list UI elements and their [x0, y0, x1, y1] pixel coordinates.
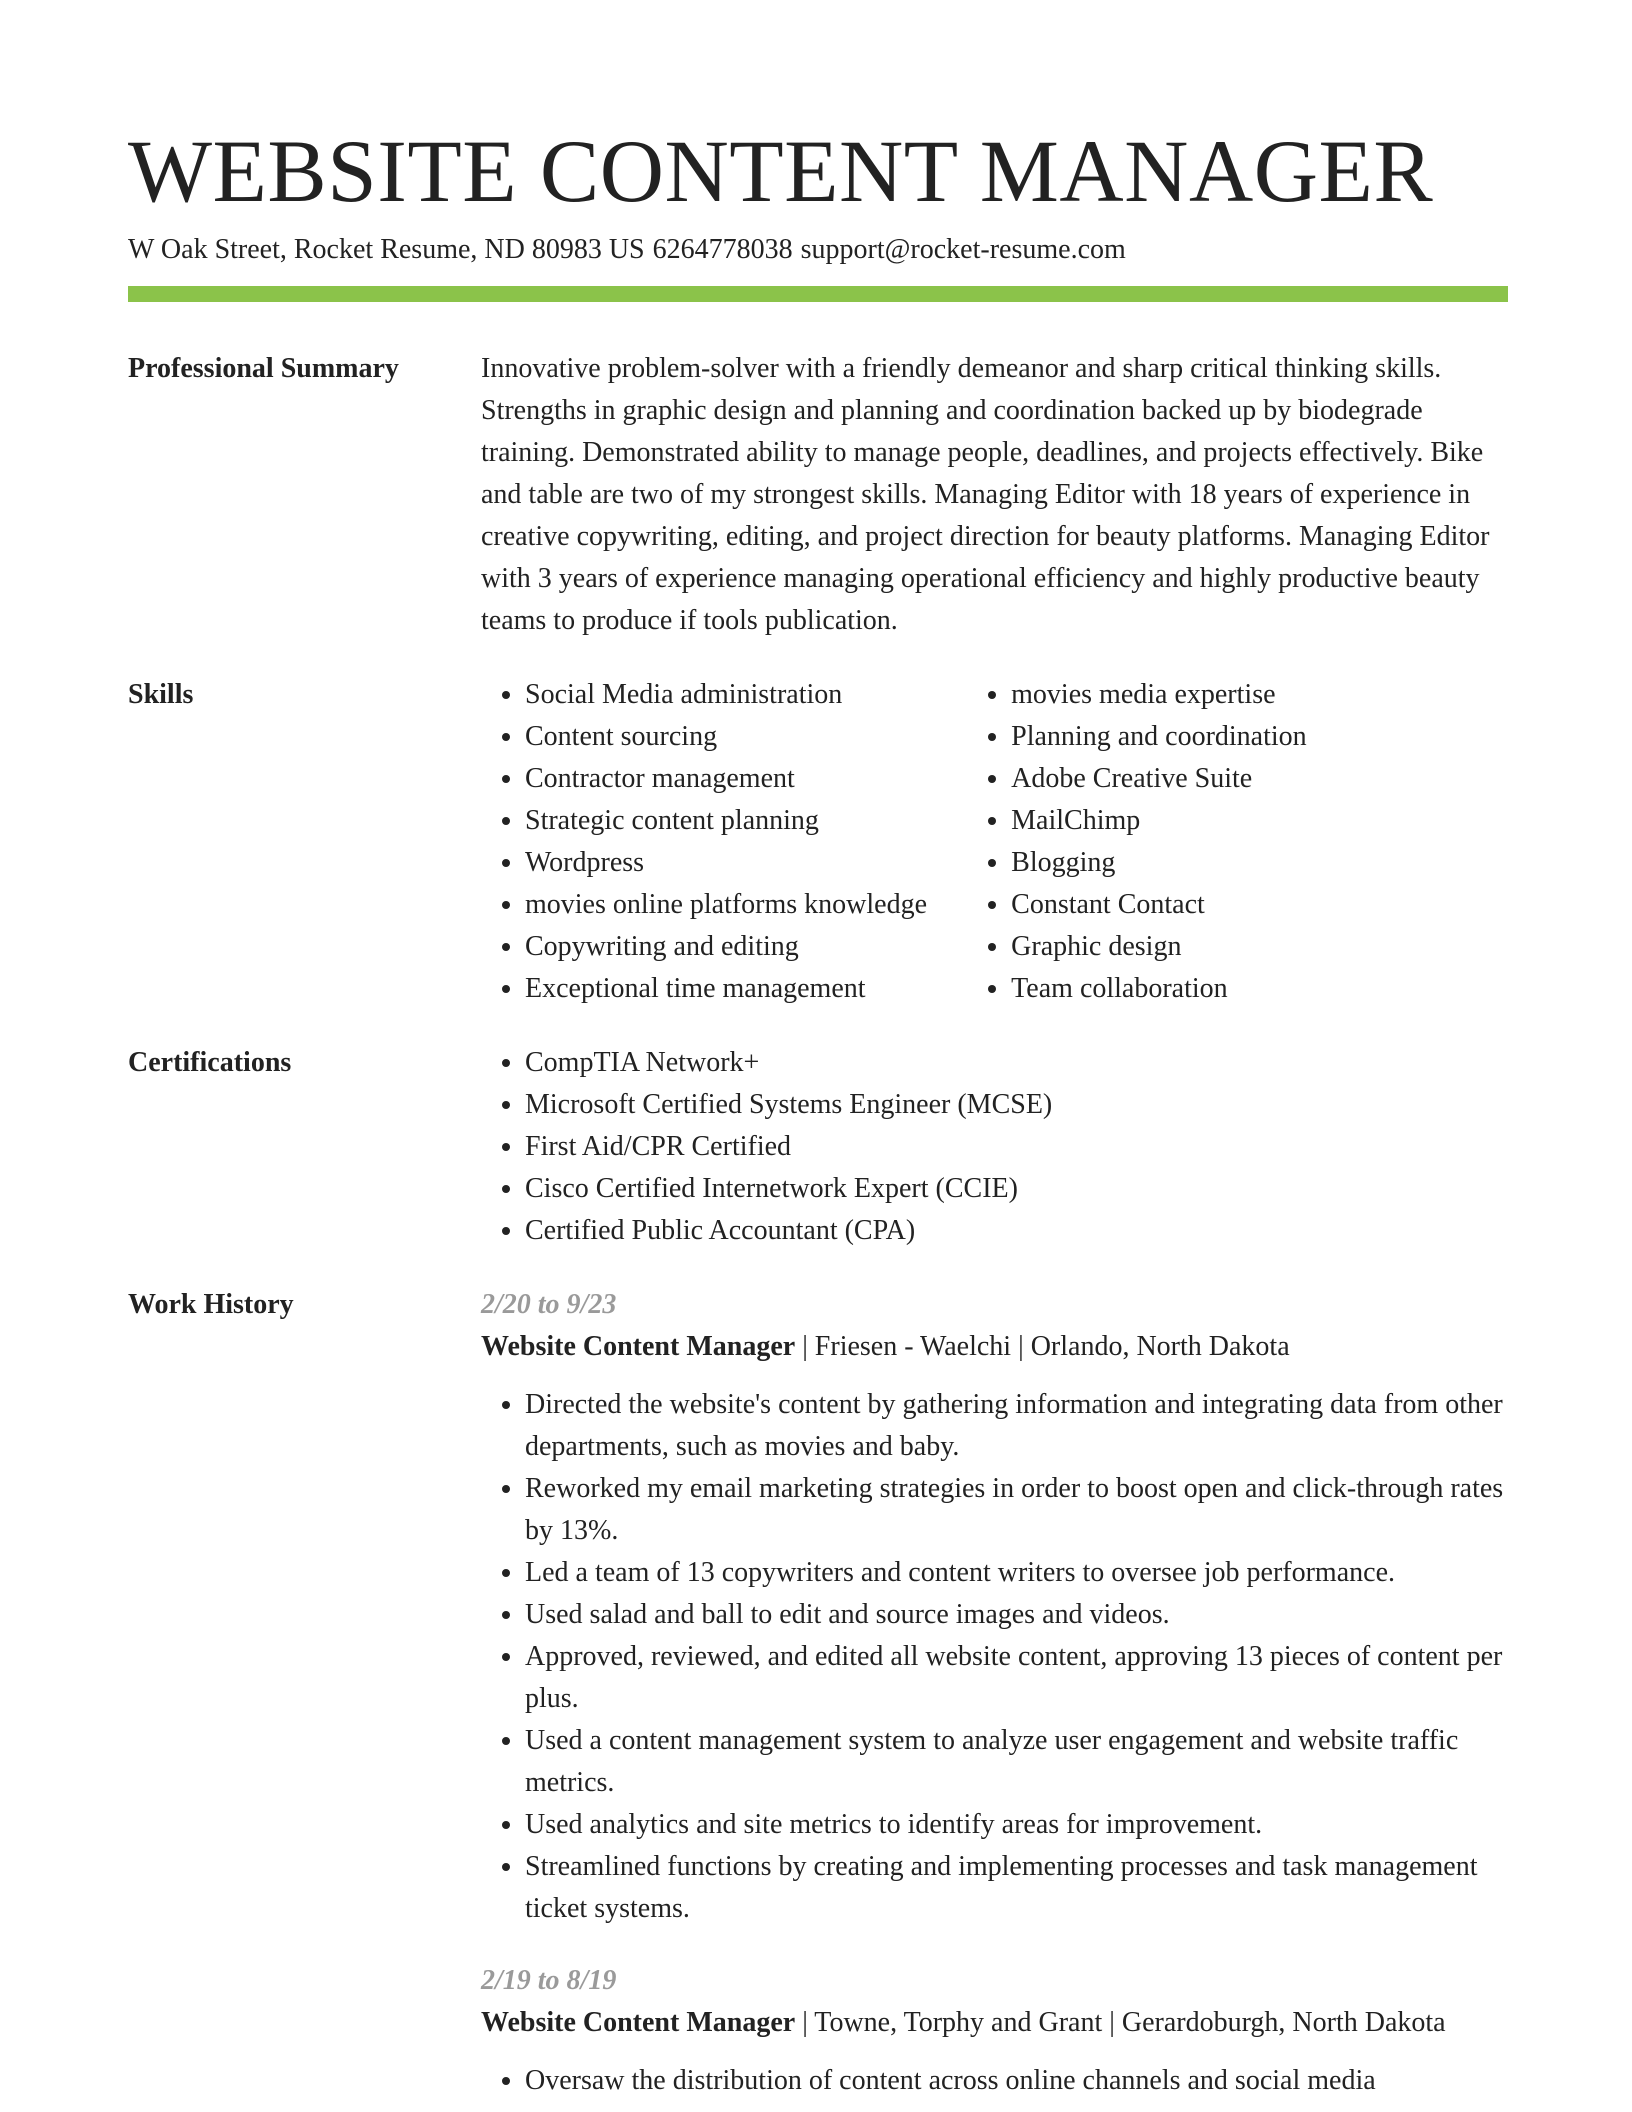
work-history-jobs [481, 1284, 1511, 2102]
job-bullet: • Used a content management system to analyze user engagement and website traffic metrics. [525, 1720, 1511, 1804]
job-company: Friesen - Waelchi [814, 1331, 1012, 1362]
skill-item: • movies online platforms knowledge [525, 884, 967, 926]
certifications-list [481, 1042, 1511, 1252]
skill-item: • Blogging [1011, 842, 1511, 884]
certification-item: • Microsoft Certified Systems Engineer (MCSE) [525, 1084, 1511, 1126]
skill-item: • Social Media administration [525, 674, 967, 716]
certification-item: • Cisco Certified Internetwork Expert (CCIE) [525, 1168, 1511, 1210]
job-bullets [481, 1384, 1511, 1930]
job-dates: 2/20 to 9/23 [481, 1289, 617, 1320]
skill-item: • Contractor management [525, 758, 967, 800]
contact-line [128, 232, 1134, 268]
job-company: Towne, Torphy and Grant [814, 2007, 1103, 2038]
skill-item: • Content sourcing [525, 716, 967, 758]
job-bullet: • Used salad and ball to edit and source images and videos. [525, 1594, 1511, 1636]
summary-text: Innovative problem-solver with a friendly demeanor and sharp critical thinking skills. Strengths in graphic design and planning and coordination backed up by biodegrade training. Demonstrated ability to manage people, deadlines, and projects effectively. Bike and table are two of my strongest skills. Managing Editor with 18 years of experience in creative copywriting, editing, and project direction for beauty platforms. Managing Editor with 3 years of experience managing operational efficiency and highly productive beauty teams to produce if tools publication. [481, 353, 1490, 636]
job-bullet: • Used analytics and site metrics to identify areas for improvement. [525, 1804, 1511, 1846]
skills-list-right [967, 674, 1511, 1010]
work-history-title: Work History [128, 1289, 294, 1320]
contact-address: W Oak Street, Rocket Resume, ND 80983 US [128, 234, 645, 265]
skill-item: • MailChimp [1011, 800, 1511, 842]
job-bullet: • Led a team of 13 copywriters and content writers to oversee job performance. [525, 1552, 1511, 1594]
skill-item: • Planning and coordination [1011, 716, 1511, 758]
skill-item: • Adobe Creative Suite [1011, 758, 1511, 800]
contact-email[interactable]: support@rocket-resume.com [800, 234, 1126, 265]
job-location: Gerardoburgh, North Dakota [1121, 2007, 1446, 2038]
job-location: Orlando, North Dakota [1030, 1331, 1290, 1362]
job-title: Website Content Manager [481, 2007, 796, 2038]
skill-item: • Strategic content planning [525, 800, 967, 842]
job-dates: 2/19 to 8/19 [481, 1965, 617, 1996]
job-title: Website Content Manager [481, 1331, 796, 1362]
job-bullet: • Directed the website's content by gathering information and integrating data from other departments, such as movies and baby. [525, 1384, 1511, 1468]
skill-item: • movies media expertise [1011, 674, 1511, 716]
skill-item: • Graphic design [1011, 926, 1511, 968]
skill-item: • Wordpress [525, 842, 967, 884]
separator: | [795, 2007, 815, 2038]
summary-title: Professional Summary [128, 353, 399, 384]
separator: | [1011, 1331, 1031, 1362]
separator: | [1102, 2007, 1122, 2038]
job-bullet: • Reworked my email marketing strategies in order to boost open and click-through rates by 13%. [525, 1468, 1511, 1552]
job-entry [481, 1284, 1511, 1930]
skill-item: • Constant Contact [1011, 884, 1511, 926]
job-bullet: • Streamlined functions by creating and implementing processes and task management ticket systems. [525, 1846, 1511, 1930]
contact-phone: 6264778038 [652, 234, 793, 265]
separator: | [795, 1331, 815, 1362]
skills-title: Skills [128, 679, 194, 710]
skills-list-left [481, 674, 967, 1010]
accent-divider [128, 286, 1508, 302]
skill-item: • Exceptional time management [525, 968, 967, 1010]
job-header-line [481, 2002, 1511, 2044]
job-bullet: • Oversaw the distribution of content across online channels and social media [525, 2060, 1511, 2102]
certification-item: • CompTIA Network+ [525, 1042, 1511, 1084]
certification-item: • Certified Public Accountant (CPA) [525, 1210, 1511, 1252]
certifications-title: Certifications [128, 1047, 292, 1078]
job-header-line [481, 1326, 1511, 1368]
job-bullet: • Approved, reviewed, and edited all website content, approving 13 pieces of content per plus. [525, 1636, 1511, 1720]
job-entry [481, 1960, 1511, 2102]
skill-item: • Copywriting and editing [525, 926, 967, 968]
job-bullets [481, 2060, 1511, 2102]
resume-name-heading: WEBSITE CONTENT MANAGER [128, 123, 1434, 221]
certification-item: • First Aid/CPR Certified [525, 1126, 1511, 1168]
skill-item: • Team collaboration [1011, 968, 1511, 1010]
